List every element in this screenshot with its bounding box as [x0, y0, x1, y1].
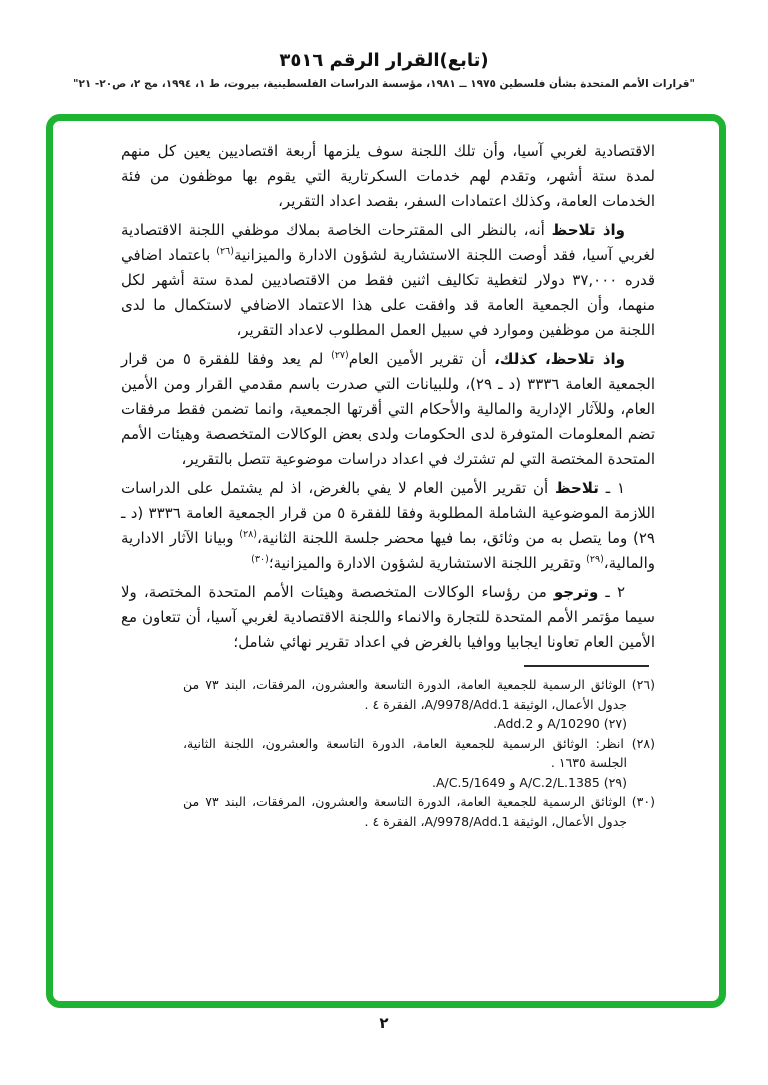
resolution-title: (تابع)القرار الرقم ٣٥١٦	[279, 50, 489, 71]
emphasized-text: واذ تلاحظ	[551, 221, 626, 239]
footnotes-section	[121, 675, 655, 831]
footnote	[183, 792, 655, 831]
paragraph-text: ٢ ـ	[598, 583, 625, 601]
paragraph-text: أنه، بالنظر الى المقترحات الخاصة بملاك موظفي اللجنة الاقتصادية لغربي آسيا، فقد أوصت اللجنة الاستشارية لشؤون الادارة والميزانية	[121, 221, 655, 264]
footnote-marker: (٢٨)	[623, 735, 655, 751]
paragraph-text: الاقتصادية لغربي آسيا، وأن تلك اللجنة سوف يلزمها أربعة اقتصاديين يعين كل منهم لمدة ستة أشهر، وتقدم لهم خدمات السكرتارية التي يقوم بها موظفون من فئة الخدمات العامة، وكذلك اعتمادات السفر، بقصد اعداد التقرير،	[121, 142, 655, 210]
paragraph-text: أن تقرير الأمين العام لا يفي بالغرض، اذ لم يشتمل على الدراسات اللازمة الموضوعية الشاملة المطلوبة وفقا للفقرة ٥ من قرار الجمعية العامة ٣٣٣٦ (د ـ ٢٩) وما يتصل به من وثائق، بما فيها محضر جلسة اللجنة الثانية،	[121, 479, 656, 547]
footnote-reference: (٢٩)	[586, 554, 604, 565]
emphasized-text: واذ تلاحظ، كذلك،	[494, 350, 625, 368]
emphasized-text: تلاحظ	[554, 479, 599, 497]
footnote-marker: (٣٠)	[625, 794, 655, 809]
paragraph-text: باعتماد اضافي قدره ٣٧,٠٠٠ دولار لتغطية تكاليف اثنين فقط من الاقتصاديين لمدة ستة أشهر لكل منهما، وأن الجمعية العامة قد وافقت على هذا الاعتماد الاضافي لاستكمال ما لدى اللجنة من موظفين وموارد في سبيل العمل المطلوب لاعداد التقرير،	[121, 246, 655, 339]
footnote-text: A/10290 و Add.2.	[493, 716, 600, 731]
footnote-text: A/C.2/L.1385 و A/C.5/1649.	[432, 774, 600, 790]
emphasized-text: وترجو	[553, 583, 599, 601]
body-paragraph	[121, 476, 655, 576]
footnote-marker: (٢٦)	[625, 677, 655, 692]
paragraph-text: من رؤساء الوكالات المتخصصة وهيئات الأمم المتحدة المختصة، ولا سيما مؤتمر الأمم المتحدة للتجارة والانماء واللجنة الاقتصادية لغربي آسيا، أن تتعاون مع الأمين العام تعاونا ايجابيا ووافيا بالغرض في اعداد تقرير نهائي شامل؛	[121, 583, 655, 651]
footnote-reference: (٢٧)	[331, 350, 349, 361]
paragraph-text: وتقرير اللجنة الاستشارية لشؤون الادارة والميزانية؛	[268, 554, 587, 572]
page-header	[0, 50, 768, 90]
footnote-reference: (٢٨)	[239, 529, 257, 540]
source-citation: "قرارات الأمم المتحدة بشأن فلسطين ١٩٧٥ ــ ١٩٨١، مؤسسة الدراسات الفلسطينية، بيروت، ط ١، ١٩٩٤، مج ٢، ص٢٠- ٢١"	[72, 78, 696, 90]
footnote-marker: (٢٧)	[599, 716, 627, 731]
footnote-marker: (٢٩)	[599, 774, 627, 790]
footnote	[183, 675, 655, 714]
paragraph-text: وبيانا الآثار الادارية والمالية،	[121, 529, 655, 572]
footnote-separator	[524, 665, 649, 667]
footnote	[183, 734, 655, 773]
body-paragraph	[121, 139, 655, 214]
footnote	[183, 714, 655, 734]
content-frame	[46, 114, 726, 1008]
body-paragraph	[121, 580, 655, 655]
page-number: ٢	[379, 1014, 389, 1032]
paragraph-text: أن تقرير الأمين العام	[348, 350, 495, 368]
body-paragraph	[121, 218, 655, 343]
resolution-body	[121, 139, 655, 655]
footnote-reference: (٣٠)	[251, 554, 269, 565]
paragraph-text: لم يعد وفقا للفقرة ٥ من قرار الجمعية العامة ٣٣٣٦ (د ـ ٢٩)، وللبيانات التي صدرت باسم مقدمي القرار ومن الأمين العام، وللآثار الإدارية والمالية والأحكام التي أقرتها الجمعية، وانما تضمن فقط مرفقات تضم المعلومات المتوفرة لدى الحكومات ولدى بعض الوكالات المتخصصة وهيئات الأمم المتحدة المختصة التي لم تشترك في اعداد دراسات موضوعية تتصل بالتقرير،	[121, 350, 656, 468]
footnote	[183, 773, 655, 793]
paragraph-text: ١ ـ	[598, 479, 626, 497]
footnote-text: الوثائق الرسمية للجمعية العامة، الدورة التاسعة والعشرون، المرفقات، البند ٧٣ من جدول الأعمال، الوثيقة A/9978/Add.1، الفقرة ٤ .	[183, 794, 627, 829]
footnote-text: انظر: الوثائق الرسمية للجمعية العامة، الدورة التاسعة والعشرون، اللجنة الثانية، الجلسة ١٦٣٥ .	[183, 735, 627, 770]
footnote-text: الوثائق الرسمية للجمعية العامة، الدورة التاسعة والعشرون، المرفقات، البند ٧٣ من جدول الأعمال، الوثيقة A/9978/Add.1، الفقرة ٤ .	[183, 677, 627, 712]
body-paragraph	[121, 347, 655, 472]
footnote-reference: (٢٦)	[216, 246, 234, 257]
